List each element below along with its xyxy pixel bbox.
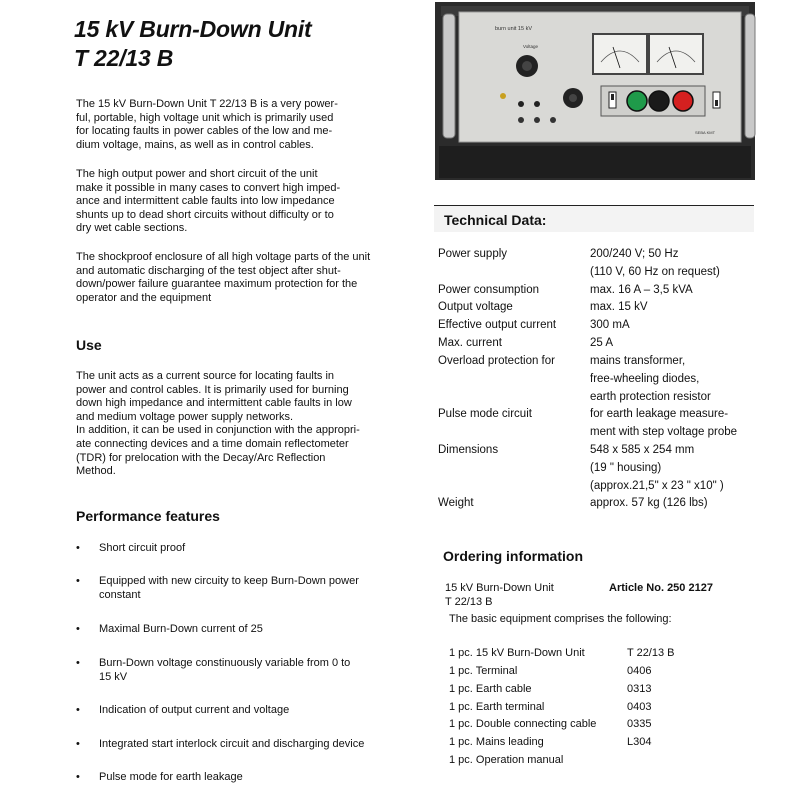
tech-value: (approx.21,5" x 23 " x10" ) xyxy=(590,480,724,492)
order-item-name: 1 pc. Earth terminal xyxy=(449,701,545,713)
order-item-name: 1 pc. Mains leading xyxy=(449,736,544,748)
tech-value: max. 15 kV xyxy=(590,301,648,313)
list-item: • Burn-Down voltage constinuously variable from 0 to 15 kV xyxy=(76,657,351,683)
tech-value: earth protection resistor xyxy=(590,391,711,403)
order-item-code: 0406 xyxy=(627,665,652,677)
tech-value: 200/240 V; 50 Hz xyxy=(590,248,679,260)
tech-value: max. 16 A – 3,5 kVA xyxy=(590,284,693,296)
intro-paragraph-1: The 15 kV Burn-Down Unit T 22/13 B is a very power- ful, portable, high voltage unit which is primarily used for locating faults in power cables of the low and me- dium voltage, mains, as well as in control cables. xyxy=(76,98,338,151)
tech-value: 25 A xyxy=(590,337,614,349)
order-item-code: 0403 xyxy=(627,701,652,713)
order-item-name: 1 pc. Terminal xyxy=(449,665,518,677)
tech-value: (19 " housing) xyxy=(590,462,662,474)
tech-label: Pulse mode circuit xyxy=(438,408,532,420)
comprises-note: The basic equipment comprises the following: xyxy=(449,613,672,625)
order-item-code: T 22/13 B xyxy=(627,647,675,659)
list-item: • Pulse mode for earth leakage xyxy=(76,771,243,783)
right-handle xyxy=(745,14,755,138)
tech-label: Output voltage xyxy=(438,301,513,313)
list-item: • Equipped with new circuity to keep Burn-Down power constant xyxy=(76,575,359,601)
tech-label: Dimensions xyxy=(438,444,499,456)
tech-label: Weight xyxy=(438,497,474,509)
tech-label: Overload protection for xyxy=(438,355,555,367)
features-list xyxy=(76,0,406,804)
black-button xyxy=(649,91,669,111)
red-button xyxy=(673,91,693,111)
ordering-product-model: T 22/13 B xyxy=(445,596,493,608)
order-item-name: 1 pc. Double connecting cable xyxy=(449,718,597,730)
ordering-heading: Ordering information xyxy=(443,548,583,564)
panel-label: burn unit 15 kV xyxy=(495,26,532,32)
features-heading: Performance features xyxy=(76,508,220,524)
order-item-name: 1 pc. 15 kV Burn-Down Unit xyxy=(449,647,585,659)
green-button xyxy=(627,91,647,111)
tech-label: Max. current xyxy=(438,337,502,349)
intro-paragraph-3: The shockproof enclosure of all high voltage parts of the unit and automatic discharging of the test object after shut- down/power failure guarantee maximum protection for the operator and the equipment xyxy=(76,251,371,304)
knob-label: Voltage xyxy=(523,44,539,49)
technical-data-header: Technical Data: xyxy=(434,205,754,232)
article-number: Article No. 250 2127 xyxy=(609,582,713,594)
list-item: • Indication of output current and voltage xyxy=(76,704,290,716)
tech-value: ment with step voltage probe xyxy=(590,426,738,438)
tech-label: Effective output current xyxy=(438,319,557,331)
left-handle xyxy=(443,14,455,138)
device-photo xyxy=(433,0,757,182)
tech-value: approx. 57 kg (126 lbs) xyxy=(590,497,708,509)
model-subtitle: T 22/13 B xyxy=(74,45,174,71)
list-item: • Short circuit proof xyxy=(76,542,186,554)
tech-value: for earth leakage measure- xyxy=(590,408,729,420)
tech-label: Power consumption xyxy=(438,284,539,296)
order-item-name: 1 pc. Operation manual xyxy=(449,754,564,766)
order-item-code: 0313 xyxy=(627,683,652,695)
order-item-name: 1 pc. Earth cable xyxy=(449,683,532,695)
tech-value: 548 x 585 x 254 mm xyxy=(590,444,695,456)
page-title: 15 kV Burn-Down Unit xyxy=(74,16,312,42)
tech-value: free-wheeling diodes, xyxy=(590,373,700,385)
tech-value: 300 mA xyxy=(590,319,630,331)
tech-value: (110 V, 60 Hz on request) xyxy=(590,266,720,278)
use-heading: Use xyxy=(76,337,102,353)
list-item: • Maximal Burn-Down current of 25 xyxy=(76,623,263,635)
use-paragraph: The unit acts as a current source for locating faults in power and control cables. It is primarily used for burning down high impedance and intermittent cable faults in low and medium voltage power supply networks. In addition, it can be used in conjunction with the appropri- ate connecting devices and a time domain reflectometer (TDR) for prelocation with the Decay/Arc Reflection Method. xyxy=(76,370,360,478)
maker-label: SEBA KMT xyxy=(695,130,716,135)
intro-paragraph-2: The high output power and short circuit of the unit make it possible in many cases to convert high imped- ance and intermittent cable faults into low impedance shunts up to dead short circuits without difficulty or to dry wet cable sections. xyxy=(76,168,341,235)
ordering-product-name: 15 kV Burn-Down Unit xyxy=(445,582,554,594)
tech-value: mains transformer, xyxy=(590,355,686,367)
tech-label: Power supply xyxy=(438,248,508,260)
order-item-code: 0335 xyxy=(627,718,652,730)
order-item-code: L304 xyxy=(627,736,652,748)
list-item: • Integrated start interlock circuit and discharging device xyxy=(76,738,365,750)
